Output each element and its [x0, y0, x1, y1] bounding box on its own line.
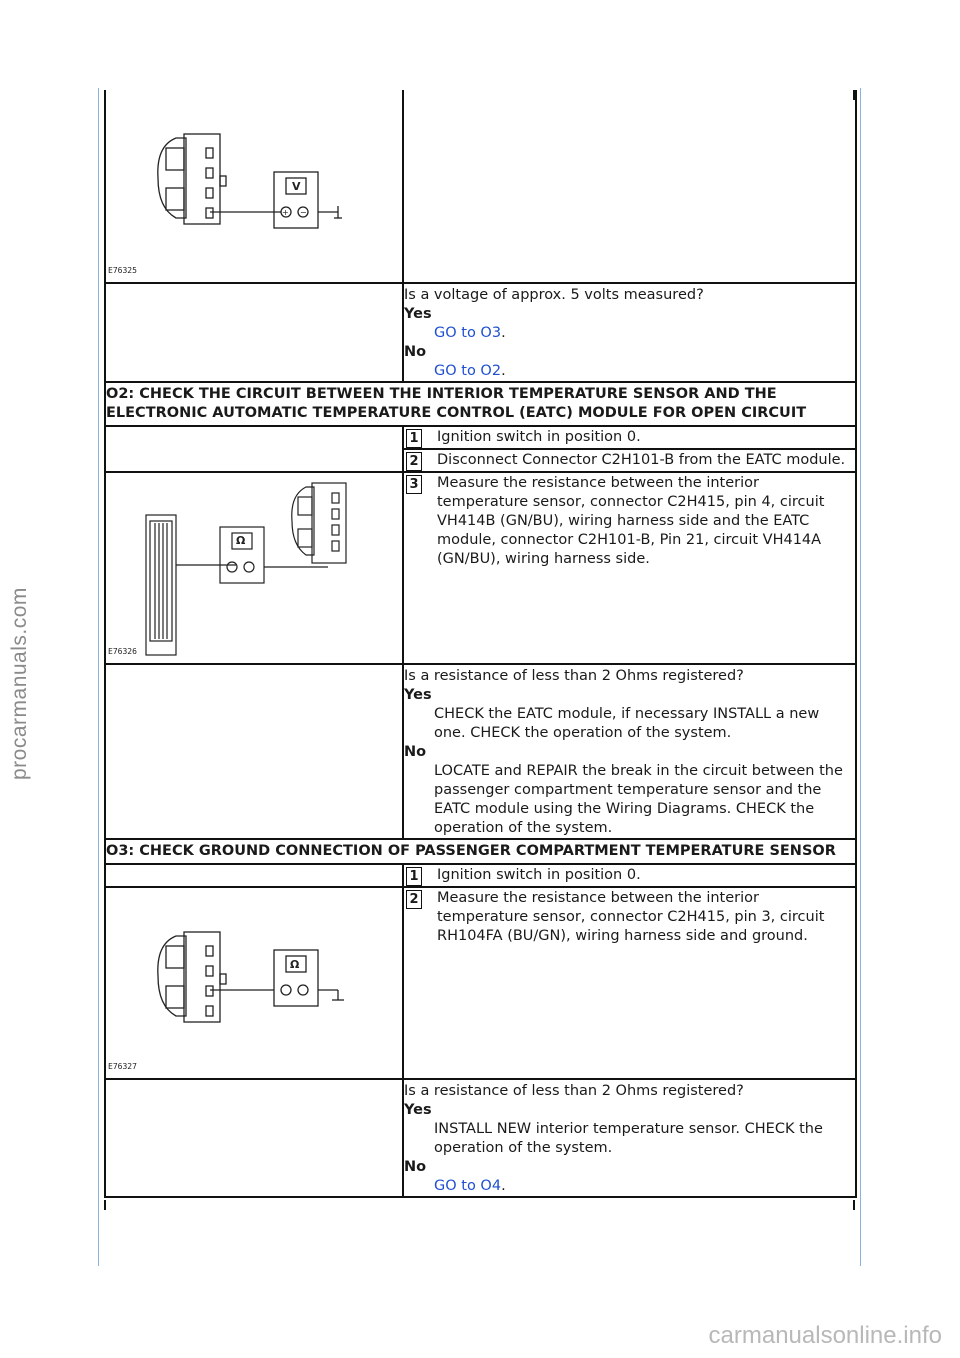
empty-cell	[105, 664, 403, 839]
no-action: LOCATE and REPAIR the break in the circuit between the passenger compartment temperature sensor and the EATC module using the Wiring Diagrams. CHECK the operation of the system.	[434, 763, 843, 836]
yes-label: Yes	[404, 687, 432, 703]
plus-symbol: +	[282, 208, 289, 217]
page-tick-bottom-left	[104, 1200, 106, 1210]
step-number-badge: 2	[406, 890, 422, 909]
no-label: No	[404, 1159, 427, 1175]
o2-header-row	[105, 382, 856, 426]
o2-step-1-cell	[403, 426, 856, 449]
yes-action	[404, 324, 855, 343]
no-label: No	[404, 344, 427, 360]
figure-e76325	[106, 90, 402, 282]
o3-header-row	[105, 839, 856, 864]
empty-cell	[105, 283, 403, 382]
procedure-table	[104, 90, 857, 1198]
period: .	[501, 1178, 506, 1194]
question-text: Is a voltage of approx. 5 volts measured?	[404, 287, 704, 303]
question-text: Is a resistance of less than 2 Ohms registered?	[404, 668, 744, 684]
figure-cell-1	[105, 90, 403, 283]
step-number-badge: 3	[406, 475, 422, 494]
yes-action: CHECK the EATC module, if necessary INSTALL a new one. CHECK the operation of the system.	[434, 706, 820, 741]
go-to-o4-link[interactable]: GO to O4	[434, 1178, 502, 1194]
no-action	[404, 362, 855, 381]
step-text: Ignition switch in position 0.	[437, 867, 641, 883]
figure-e76327	[106, 888, 402, 1078]
no-label: No	[404, 744, 427, 760]
ohmmeter-ground-diagram	[106, 888, 402, 1078]
page-rule-left	[98, 88, 99, 1266]
question-row-1	[105, 283, 856, 382]
figure-code: E76325	[108, 266, 137, 275]
o2-title: O2: CHECK THE CIRCUIT BETWEEN THE INTERIOR TEMPERATURE SENSOR AND THE ELECTRONIC AUTOMATIC TEMPERATURE CONTROL (EATC) MODULE FOR OPEN CIRCUIT	[106, 386, 807, 421]
step-item	[404, 473, 855, 570]
meter-symbol-ohm: Ω	[236, 534, 246, 547]
o2-header-cell	[105, 382, 856, 426]
minus-symbol: −	[300, 208, 307, 217]
go-to-o3-link[interactable]: GO to O3	[434, 325, 502, 341]
step-item	[404, 427, 855, 448]
watermark-carmanualsonline: carmanualsonline.info	[708, 1322, 942, 1349]
figure-code: E76326	[108, 647, 137, 656]
page-tick-right	[853, 90, 855, 100]
procedure-page	[104, 90, 855, 1198]
empty-cell	[105, 864, 403, 887]
figure-cell-3	[105, 887, 403, 1079]
ohmmeter-harness-diagram	[106, 473, 402, 663]
step-number-badge: 1	[406, 429, 422, 448]
empty-cell	[105, 1079, 403, 1197]
o3-step-2-row	[105, 887, 856, 1079]
no-action	[404, 1177, 855, 1196]
figure-cell-2	[105, 472, 403, 664]
period: .	[501, 363, 506, 379]
o3-step-1-row	[105, 864, 856, 887]
figure-e76326	[106, 473, 402, 663]
step-item	[404, 865, 855, 886]
o3-title: O3: CHECK GROUND CONNECTION OF PASSENGER COMPARTMENT TEMPERATURE SENSOR	[106, 843, 836, 859]
o2-step-2-cell	[403, 449, 856, 472]
o3-header-cell	[105, 839, 856, 864]
o3-step-1-cell	[403, 864, 856, 887]
question-row-2	[105, 664, 856, 839]
yes-action: INSTALL NEW interior temperature sensor. CHECK the operation of the system.	[434, 1121, 823, 1156]
page-tick-bottom-right	[853, 1200, 855, 1210]
step-item	[404, 888, 855, 947]
figure-code: E76327	[108, 1062, 137, 1071]
question-cell-2	[403, 664, 856, 839]
step-item	[404, 450, 855, 471]
question-row-3	[105, 1079, 856, 1197]
meter-symbol-v: V	[292, 180, 301, 193]
question-text: Is a resistance of less than 2 Ohms registered?	[404, 1083, 744, 1099]
step-text: Measure the resistance between the interior temperature sensor, connector C2H415, pin 4, circuit VH414B (GN/BU), wiring harness side and the EATC module, connector C2H101-B, Pin 21, circuit VH414A (GN/BU), wiring harness side.	[437, 475, 825, 567]
step-text: Measure the resistance between the interior temperature sensor, connector C2H415, pin 3, circuit RH104FA (BU/GN), wiring harness side and ground.	[437, 890, 825, 944]
meter-symbol-ohm: Ω	[290, 958, 300, 971]
figure-1-empty-cell	[403, 90, 856, 283]
go-to-o2-link[interactable]: GO to O2	[434, 363, 502, 379]
yes-label: Yes	[404, 1102, 432, 1118]
page-rule-right	[860, 88, 861, 1266]
empty-cell	[105, 426, 403, 472]
yes-label: Yes	[404, 306, 432, 322]
question-cell-1	[403, 283, 856, 382]
watermark-procarmanuals: procarmanuals.com	[8, 587, 31, 780]
figure-row-1	[105, 90, 856, 283]
step-number-badge: 1	[406, 867, 422, 886]
question-cell-3	[403, 1079, 856, 1197]
step-text: Ignition switch in position 0.	[437, 429, 641, 445]
step-text: Disconnect Connector C2H101-B from the EATC module.	[437, 452, 846, 468]
o2-step-3-cell	[403, 472, 856, 664]
voltmeter-diagram	[106, 90, 402, 282]
step-number-badge: 2	[406, 452, 422, 471]
o2-steps-row	[105, 426, 856, 449]
period: .	[501, 325, 506, 341]
o3-step-2-cell	[403, 887, 856, 1079]
o2-step-3-row	[105, 472, 856, 664]
